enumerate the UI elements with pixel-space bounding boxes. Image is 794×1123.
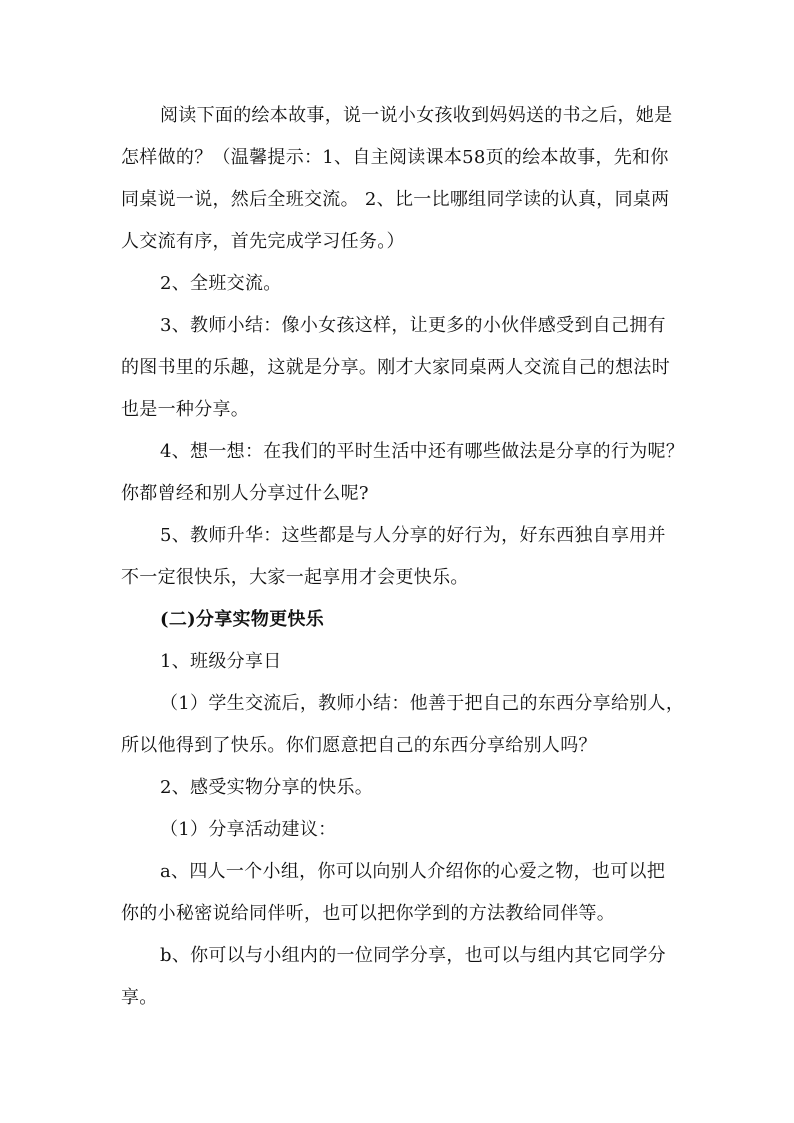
paragraph-2-line-1: 2、全班交流。 bbox=[160, 273, 282, 294]
paragraph-4-line-1: 4、想一想：在我们的平时生活中还有哪些做法是分享的行为呢？ bbox=[160, 441, 685, 462]
paragraph-3-line-2: 的图书里的乐趣，这就是分享。刚才大家同桌两人交流自己的想法时 bbox=[121, 357, 670, 378]
paragraph-3-line-3: 也是一种分享。 bbox=[121, 399, 250, 420]
paragraph-5-line-1: 5、教师升华：这些都是与人分享的好行为，好东西独自享用并 bbox=[160, 525, 666, 546]
paragraph-11-line-1: a、四人一个小组，你可以向别人介绍你的心爱之物，也可以把 bbox=[160, 861, 666, 882]
paragraph-1-line-4: 人交流有序，首先完成学习任务。） bbox=[121, 231, 405, 252]
paragraph-1-line-2: 怎样做的？（温馨提示：1、自主阅读课本58页的绘本故事，先和你 bbox=[121, 147, 669, 168]
paragraph-1-line-1: 阅读下面的绘本故事，说一说小女孩收到妈妈送的书之后，她是 bbox=[160, 105, 673, 126]
paragraph-12-line-1: b、你可以与小组内的一位同学分享，也可以与组内其它同学分 bbox=[160, 945, 666, 966]
paragraph-8-line-2: 所以他得到了快乐。你们愿意把自己的东西分享给别人吗？ bbox=[121, 735, 597, 756]
paragraph-3-line-1: 3、教师小结：像小女孩这样，让更多的小伙伴感受到自己拥有 bbox=[160, 315, 666, 336]
paragraph-5-line-2: 不一定很快乐，大家一起享用才会更快乐。 bbox=[121, 567, 469, 588]
paragraph-11-line-2: 你的小秘密说给同伴听，也可以把你学到的方法教给同伴等。 bbox=[121, 903, 616, 924]
paragraph-1-line-3: 同桌说一说，然后全班交流。 2、比一比哪组同学读的认真，同桌两 bbox=[121, 189, 670, 210]
paragraph-4-line-2: 你都曾经和别人分享过什么呢? bbox=[121, 483, 369, 504]
paragraph-7-line-1: 1、班级分享日 bbox=[160, 651, 282, 672]
paragraph-9-line-1: 2、感受实物分享的快乐。 bbox=[160, 777, 374, 798]
paragraph-10-line-1: （1）分享活动建议： bbox=[160, 819, 337, 840]
section-heading: (二)分享实物更快乐 bbox=[160, 609, 325, 630]
paragraph-8-line-1: （1）学生交流后，教师小结：他善于把自己的东西分享给别人， bbox=[160, 693, 685, 714]
paragraph-12-line-2: 享。 bbox=[121, 987, 158, 1008]
